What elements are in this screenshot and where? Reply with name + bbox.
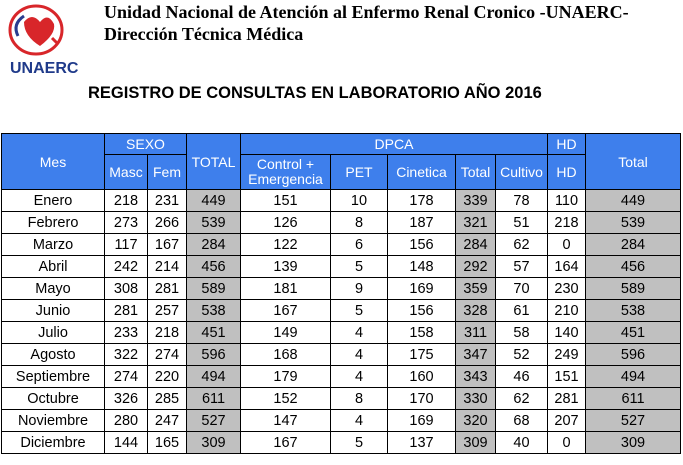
cell-hd: 0 <box>548 234 586 256</box>
cell-grand-total: 611 <box>586 388 681 410</box>
cell-fem: 231 <box>148 190 187 212</box>
cell-pet: 5 <box>331 300 388 322</box>
cell-mes: Agosto <box>2 344 105 366</box>
header-total: TOTAL <box>187 134 241 190</box>
cell-total: 494 <box>187 366 241 388</box>
table-row <box>2 256 681 278</box>
cell-cultivo: 52 <box>496 344 548 366</box>
cell-cinetica: 169 <box>388 278 456 300</box>
table-row <box>2 366 681 388</box>
cell-control: 151 <box>241 190 331 212</box>
cell-mes: Septiembre <box>2 366 105 388</box>
cell-grand-total: 494 <box>586 366 681 388</box>
cell-dpca-total: 359 <box>456 278 496 300</box>
cell-pet: 5 <box>331 432 388 454</box>
cell-masc: 281 <box>105 300 148 322</box>
header-masc: Masc <box>105 155 148 190</box>
cell-cinetica: 158 <box>388 322 456 344</box>
header-sexo: SEXO <box>105 134 187 155</box>
cell-hd: 0 <box>548 432 586 454</box>
cell-grand-total: 449 <box>586 190 681 212</box>
cell-mes: Junio <box>2 300 105 322</box>
cell-pet: 8 <box>331 212 388 234</box>
cell-cinetica: 175 <box>388 344 456 366</box>
cell-dpca-total: 328 <box>456 300 496 322</box>
cell-cinetica: 148 <box>388 256 456 278</box>
cell-total: 309 <box>187 432 241 454</box>
cell-total: 449 <box>187 190 241 212</box>
table-row <box>2 322 681 344</box>
cell-grand-total: 456 <box>586 256 681 278</box>
cell-pet: 9 <box>331 278 388 300</box>
cell-mes: Mayo <box>2 278 105 300</box>
cell-control: 179 <box>241 366 331 388</box>
cell-cinetica: 178 <box>388 190 456 212</box>
cell-pet: 10 <box>331 190 388 212</box>
cell-pet: 4 <box>331 322 388 344</box>
cell-masc: 233 <box>105 322 148 344</box>
table-row <box>2 432 681 454</box>
cell-hd: 230 <box>548 278 586 300</box>
cell-dpca-total: 309 <box>456 432 496 454</box>
cell-masc: 322 <box>105 344 148 366</box>
cell-control: 149 <box>241 322 331 344</box>
cell-pet: 4 <box>331 344 388 366</box>
header-control-emergencia: Control + Emergencia <box>241 155 331 190</box>
report-title: REGISTRO DE CONSULTAS EN LABORATORIO AÑO 2016 <box>88 84 542 102</box>
cell-fem: 214 <box>148 256 187 278</box>
cell-mes: Marzo <box>2 234 105 256</box>
cell-control: 152 <box>241 388 331 410</box>
cell-control: 168 <box>241 344 331 366</box>
header-fem: Fem <box>148 155 187 190</box>
cell-total: 611 <box>187 388 241 410</box>
cell-dpca-total: 339 <box>456 190 496 212</box>
cell-masc: 273 <box>105 212 148 234</box>
cell-grand-total: 539 <box>586 212 681 234</box>
cell-cultivo: 62 <box>496 234 548 256</box>
organization-name: Unidad Nacional de Atención al Enfermo Renal Cronico -UNAERC- <box>104 2 629 22</box>
header-grand-total: Total <box>586 134 681 190</box>
table-row <box>2 388 681 410</box>
cell-cultivo: 57 <box>496 256 548 278</box>
cell-cultivo: 70 <box>496 278 548 300</box>
cell-control: 126 <box>241 212 331 234</box>
cell-masc: 274 <box>105 366 148 388</box>
cell-hd: 151 <box>548 366 586 388</box>
cell-hd: 218 <box>548 212 586 234</box>
header-cultivo: Cultivo <box>496 155 548 190</box>
header-dpca-total: Total <box>456 155 496 190</box>
cell-cinetica: 156 <box>388 300 456 322</box>
cell-hd: 207 <box>548 410 586 432</box>
cell-fem: 167 <box>148 234 187 256</box>
cell-cinetica: 169 <box>388 410 456 432</box>
cell-cultivo: 68 <box>496 410 548 432</box>
cell-total: 527 <box>187 410 241 432</box>
logo-text: UNAERC <box>10 60 79 77</box>
cell-cultivo: 46 <box>496 366 548 388</box>
cell-mes: Febrero <box>2 212 105 234</box>
cell-masc: 326 <box>105 388 148 410</box>
cell-control: 147 <box>241 410 331 432</box>
cell-mes: Octubre <box>2 388 105 410</box>
cell-mes: Abril <box>2 256 105 278</box>
header-cinetica: Cinetica <box>388 155 456 190</box>
cell-mes: Enero <box>2 190 105 212</box>
cell-cinetica: 170 <box>388 388 456 410</box>
cell-cultivo: 78 <box>496 190 548 212</box>
cell-cultivo: 58 <box>496 322 548 344</box>
table-row <box>2 278 681 300</box>
cell-hd: 164 <box>548 256 586 278</box>
cell-grand-total: 527 <box>586 410 681 432</box>
cell-grand-total: 538 <box>586 300 681 322</box>
cell-total: 539 <box>187 212 241 234</box>
header-hd: HD <box>548 155 586 190</box>
cell-masc: 280 <box>105 410 148 432</box>
cell-dpca-total: 284 <box>456 234 496 256</box>
cell-dpca-total: 347 <box>456 344 496 366</box>
cell-dpca-total: 311 <box>456 322 496 344</box>
cell-hd: 110 <box>548 190 586 212</box>
cell-fem: 165 <box>148 432 187 454</box>
cell-dpca-total: 321 <box>456 212 496 234</box>
table-row <box>2 300 681 322</box>
cell-pet: 8 <box>331 388 388 410</box>
header-mes: Mes <box>2 134 105 190</box>
cell-cinetica: 160 <box>388 366 456 388</box>
cell-mes: Diciembre <box>2 432 105 454</box>
cell-pet: 4 <box>331 366 388 388</box>
cell-pet: 5 <box>331 256 388 278</box>
table-row <box>2 212 681 234</box>
cell-total: 596 <box>187 344 241 366</box>
cell-control: 122 <box>241 234 331 256</box>
cell-dpca-total: 343 <box>456 366 496 388</box>
header-hd-group: HD <box>548 134 586 155</box>
cell-masc: 117 <box>105 234 148 256</box>
cell-control: 167 <box>241 300 331 322</box>
cell-control: 181 <box>241 278 331 300</box>
consultations-table <box>1 133 681 454</box>
cell-fem: 247 <box>148 410 187 432</box>
cell-fem: 285 <box>148 388 187 410</box>
cell-grand-total: 596 <box>586 344 681 366</box>
cell-fem: 218 <box>148 322 187 344</box>
table-row <box>2 410 681 432</box>
cell-grand-total: 589 <box>586 278 681 300</box>
cell-total: 538 <box>187 300 241 322</box>
cell-mes: Noviembre <box>2 410 105 432</box>
header-dpca: DPCA <box>241 134 548 155</box>
cell-pet: 6 <box>331 234 388 256</box>
cell-fem: 274 <box>148 344 187 366</box>
cell-fem: 220 <box>148 366 187 388</box>
unaerc-logo <box>4 2 100 80</box>
cell-fem: 257 <box>148 300 187 322</box>
cell-grand-total: 309 <box>586 432 681 454</box>
cell-hd: 140 <box>548 322 586 344</box>
cell-total: 589 <box>187 278 241 300</box>
cell-cultivo: 51 <box>496 212 548 234</box>
cell-grand-total: 451 <box>586 322 681 344</box>
cell-control: 167 <box>241 432 331 454</box>
cell-masc: 242 <box>105 256 148 278</box>
cell-hd: 210 <box>548 300 586 322</box>
department-name: Dirección Técnica Médica <box>104 24 304 44</box>
cell-cultivo: 40 <box>496 432 548 454</box>
table-body <box>2 190 681 454</box>
cell-cinetica: 156 <box>388 234 456 256</box>
cell-cinetica: 187 <box>388 212 456 234</box>
cell-grand-total: 284 <box>586 234 681 256</box>
cell-hd: 249 <box>548 344 586 366</box>
header-pet: PET <box>331 155 388 190</box>
cell-fem: 266 <box>148 212 187 234</box>
cell-masc: 218 <box>105 190 148 212</box>
cell-fem: 281 <box>148 278 187 300</box>
cell-control: 139 <box>241 256 331 278</box>
cell-cinetica: 137 <box>388 432 456 454</box>
cell-dpca-total: 320 <box>456 410 496 432</box>
table-row <box>2 190 681 212</box>
cell-mes: Julio <box>2 322 105 344</box>
cell-pet: 4 <box>331 410 388 432</box>
cell-masc: 144 <box>105 432 148 454</box>
table-row <box>2 344 681 366</box>
cell-total: 284 <box>187 234 241 256</box>
cell-masc: 308 <box>105 278 148 300</box>
cell-cultivo: 62 <box>496 388 548 410</box>
cell-cultivo: 61 <box>496 300 548 322</box>
cell-total: 451 <box>187 322 241 344</box>
table-row <box>2 234 681 256</box>
cell-hd: 281 <box>548 388 586 410</box>
cell-dpca-total: 292 <box>456 256 496 278</box>
cell-total: 456 <box>187 256 241 278</box>
cell-dpca-total: 330 <box>456 388 496 410</box>
